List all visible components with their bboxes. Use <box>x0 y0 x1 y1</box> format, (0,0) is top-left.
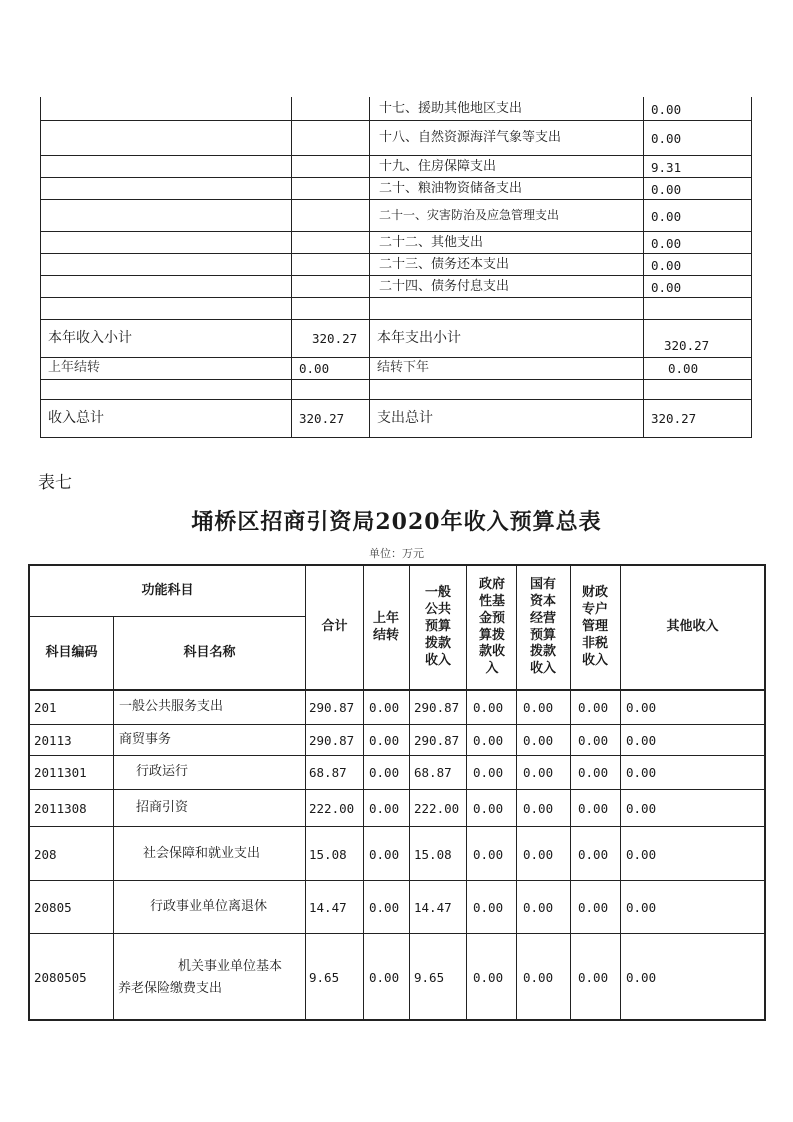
cell-other: 0.00 <box>626 700 657 715</box>
expense-subtotal-value: 320.27 <box>664 338 710 353</box>
grid-line <box>751 97 752 438</box>
expense-value: 0.00 <box>651 258 682 273</box>
cell-gov-fund: 0.00 <box>473 847 504 862</box>
cell-state-capital: 0.00 <box>523 801 554 816</box>
cell-other: 0.00 <box>626 765 657 780</box>
grid-line <box>516 564 517 1021</box>
cell-gov-fund: 0.00 <box>473 801 504 816</box>
grid-line <box>40 97 41 438</box>
grid-line <box>28 755 766 756</box>
cell-name-line2: 养老保险缴费支出 <box>118 981 223 996</box>
cell-fiscal: 0.00 <box>578 970 609 985</box>
cell-prior: 0.00 <box>369 765 400 780</box>
grid-line <box>40 120 752 121</box>
cell-gov-fund: 0.00 <box>473 733 504 748</box>
cell-total: 290.87 <box>309 700 355 715</box>
grid-line <box>40 379 752 380</box>
cell-prior: 0.00 <box>369 970 400 985</box>
cell-total: 68.87 <box>309 765 347 780</box>
cell-gov-fund: 0.00 <box>473 900 504 915</box>
grid-line <box>40 319 752 320</box>
header-name: 科目名称 <box>183 644 236 660</box>
cell-name-line1: 机关事业单位基本 <box>178 959 283 974</box>
cell-gov-fund: 0.00 <box>473 765 504 780</box>
expense-total-label: 支出总计 <box>377 410 433 426</box>
expense-label: 十七、援助其他地区支出 <box>379 101 523 116</box>
grid-line <box>40 231 752 232</box>
prior-carryover-label: 上年结转 <box>48 360 101 375</box>
cell-state-capital: 0.00 <box>523 765 554 780</box>
cell-fiscal: 0.00 <box>578 765 609 780</box>
cell-code: 2011301 <box>34 765 87 780</box>
cell-general: 68.87 <box>414 765 452 780</box>
cell-code: 20805 <box>34 900 72 915</box>
grid-line <box>28 1019 766 1021</box>
grid-line <box>28 933 766 934</box>
header-total: 合计 <box>321 619 348 635</box>
cell-code: 2011308 <box>34 801 87 816</box>
expense-label: 二十、粮油物资储备支出 <box>379 181 523 196</box>
cell-state-capital: 0.00 <box>523 847 554 862</box>
cell-general: 290.87 <box>414 733 460 748</box>
cell-prior: 0.00 <box>369 847 400 862</box>
cell-total: 15.08 <box>309 847 347 862</box>
grid-line <box>28 826 766 827</box>
expense-label: 十八、自然资源海洋气象等支出 <box>379 130 562 145</box>
cell-total: 14.47 <box>309 900 347 915</box>
cell-name: 行政事业单位离退休 <box>150 899 268 914</box>
unit-label: 单位：万元 <box>369 547 424 560</box>
cell-total: 290.87 <box>309 733 355 748</box>
grid-line <box>466 564 467 1021</box>
expense-value: 0.00 <box>651 182 682 197</box>
header-state-capital: 国有资本经营预算拨款收入 <box>529 576 556 677</box>
cell-prior: 0.00 <box>369 900 400 915</box>
cell-fiscal: 0.00 <box>578 900 609 915</box>
cell-total: 222.00 <box>309 801 355 816</box>
cell-fiscal: 0.00 <box>578 847 609 862</box>
grid-line <box>28 789 766 790</box>
header-func-subject: 功能科目 <box>141 582 194 598</box>
cell-name: 社会保障和就业支出 <box>143 846 261 861</box>
cell-general: 15.08 <box>414 847 452 862</box>
grid-line <box>764 564 766 1021</box>
expense-total-value: 320.27 <box>651 411 697 426</box>
expense-value: 0.00 <box>651 236 682 251</box>
grid-line <box>40 199 752 200</box>
income-subtotal-label: 本年收入小计 <box>48 330 132 346</box>
expense-value: 9.31 <box>651 160 682 175</box>
cell-gov-fund: 0.00 <box>473 970 504 985</box>
expense-value: 0.00 <box>651 102 682 117</box>
header-fiscal-special: 财政专户管理非税收入 <box>581 585 608 668</box>
grid-line <box>643 97 644 438</box>
income-subtotal-value: 320.27 <box>312 331 358 346</box>
grid-line <box>40 253 752 254</box>
expense-label: 二十一、灾害防治及应急管理支出 <box>379 208 560 222</box>
grid-line <box>40 399 752 400</box>
cell-state-capital: 0.00 <box>523 733 554 748</box>
expense-value: 0.00 <box>651 131 682 146</box>
grid-line <box>40 177 752 178</box>
cell-prior: 0.00 <box>369 700 400 715</box>
cell-other: 0.00 <box>626 801 657 816</box>
cell-prior: 0.00 <box>369 733 400 748</box>
cell-state-capital: 0.00 <box>523 700 554 715</box>
grid-line <box>291 97 292 438</box>
expense-label: 二十二、其他支出 <box>379 235 484 250</box>
grid-line <box>28 880 766 881</box>
grid-line <box>363 564 364 1021</box>
cell-general: 222.00 <box>414 801 460 816</box>
cell-gov-fund: 0.00 <box>473 700 504 715</box>
expense-label: 二十三、债务还本支出 <box>379 257 510 272</box>
cell-general: 290.87 <box>414 700 460 715</box>
expense-value: 0.00 <box>651 209 682 224</box>
cell-code: 208 <box>34 847 57 862</box>
prior-carryover-value: 0.00 <box>299 361 330 376</box>
cell-other: 0.00 <box>626 733 657 748</box>
cell-general: 9.65 <box>414 970 445 985</box>
cell-state-capital: 0.00 <box>523 970 554 985</box>
cell-fiscal: 0.00 <box>578 733 609 748</box>
income-total-value: 320.27 <box>299 411 345 426</box>
cell-code: 20113 <box>34 733 72 748</box>
grid-line <box>369 97 370 438</box>
header-prior-carryover: 上年结转 <box>372 610 399 643</box>
expense-subtotal-label: 本年支出小计 <box>377 330 461 346</box>
income-total-label: 收入总计 <box>48 410 104 426</box>
cell-fiscal: 0.00 <box>578 801 609 816</box>
grid-line <box>40 437 752 438</box>
cell-fiscal: 0.00 <box>578 700 609 715</box>
grid-line <box>570 564 571 1021</box>
cell-general: 14.47 <box>414 900 452 915</box>
carry-forward-value: 0.00 <box>668 361 699 376</box>
header-code: 科目编码 <box>45 644 98 660</box>
grid-line <box>40 275 752 276</box>
grid-line <box>28 724 766 725</box>
cell-name: 一般公共服务支出 <box>119 699 224 714</box>
cell-state-capital: 0.00 <box>523 900 554 915</box>
header-other-income: 其他收入 <box>666 619 719 635</box>
cell-code: 201 <box>34 700 57 715</box>
page-title: 埇桥区招商引资局2020年收入预算总表 <box>191 509 602 535</box>
expense-value: 0.00 <box>651 280 682 295</box>
grid-line <box>40 297 752 298</box>
grid-line <box>409 564 410 1021</box>
expense-label: 二十四、债务付息支出 <box>379 279 510 294</box>
header-gov-fund: 政府性基金预算拨款收入 <box>478 576 505 677</box>
carry-forward-label: 结转下年 <box>377 360 430 375</box>
cell-name: 商贸事务 <box>119 732 172 747</box>
cell-name: 行政运行 <box>136 764 189 779</box>
table-number-label: 表七 <box>38 473 72 493</box>
grid-line <box>40 357 752 358</box>
expense-label: 十九、住房保障支出 <box>379 159 497 174</box>
cell-other: 0.00 <box>626 900 657 915</box>
cell-total: 9.65 <box>309 970 340 985</box>
grid-line <box>28 689 766 691</box>
header-general-budget: 一般公共预算拨款收入 <box>424 585 451 668</box>
cell-other: 0.00 <box>626 847 657 862</box>
cell-other: 0.00 <box>626 970 657 985</box>
grid-line <box>40 155 752 156</box>
cell-name: 招商引资 <box>136 800 189 815</box>
cell-code: 2080505 <box>34 970 87 985</box>
cell-prior: 0.00 <box>369 801 400 816</box>
